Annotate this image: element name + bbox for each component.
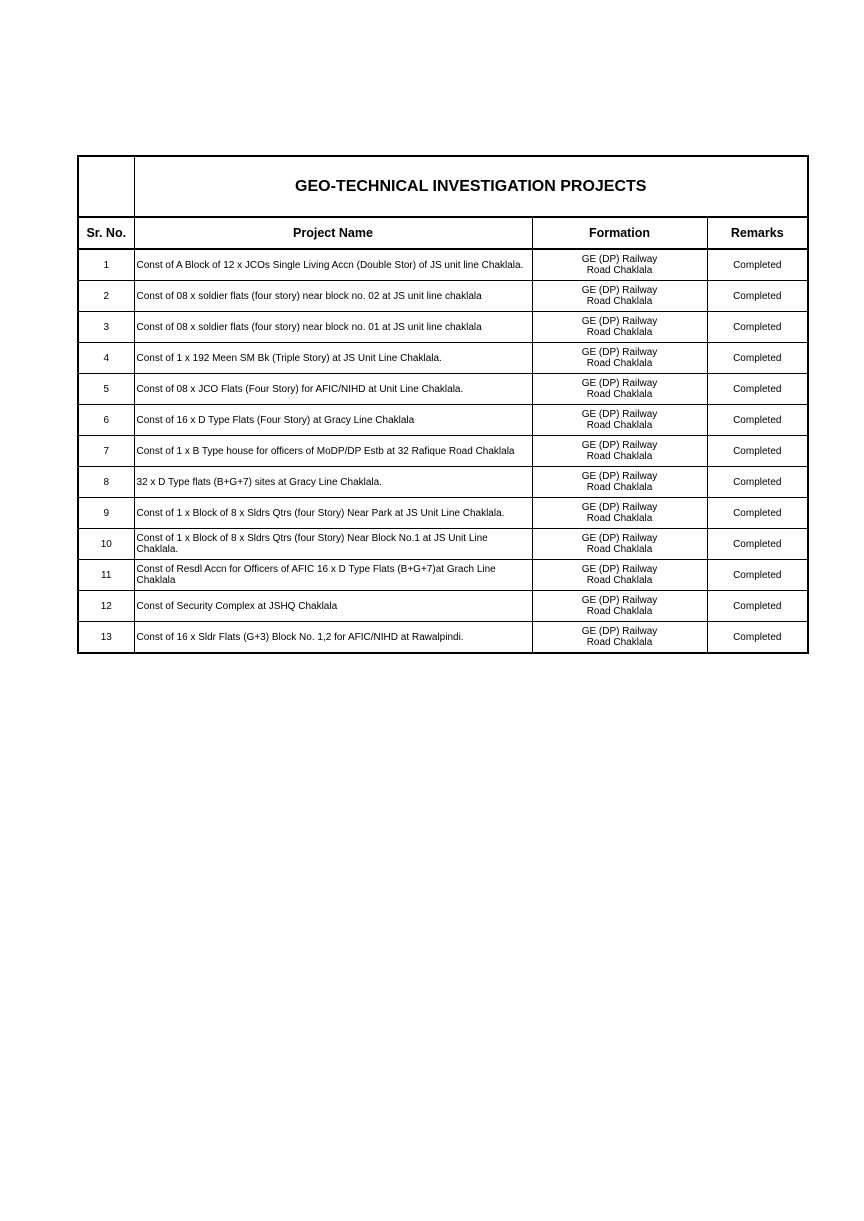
row-formation <box>532 374 707 405</box>
row-sr-no: 6 <box>78 405 134 436</box>
formation-line-1: GE (DP) Railway <box>581 471 658 482</box>
formation-line-2: Road Chaklala <box>586 575 653 586</box>
table-header-row <box>78 217 808 249</box>
row-remarks: Completed <box>707 498 808 529</box>
header-formation: Formation <box>532 217 707 249</box>
formation-line-1: GE (DP) Railway <box>581 409 658 420</box>
row-remarks: Completed <box>707 343 808 374</box>
table-row <box>78 436 808 467</box>
table-row <box>78 529 808 560</box>
document-title: GEO-TECHNICAL INVESTIGATION PROJECTS <box>134 156 808 217</box>
row-formation <box>532 591 707 622</box>
formation-line-2: Road Chaklala <box>586 606 653 617</box>
formation-line-2: Road Chaklala <box>586 327 653 338</box>
row-sr-no: 1 <box>78 249 134 281</box>
header-sr-no: Sr. No. <box>78 217 134 249</box>
row-project-name: Const of Resdl Accn for Officers of AFIC 16 x D Type Flats (B+G+7)at Grach Line Chaklala <box>134 560 532 591</box>
formation-line-2: Road Chaklala <box>586 389 653 400</box>
formation-line-2: Road Chaklala <box>586 420 653 431</box>
formation-line-1: GE (DP) Railway <box>581 626 658 637</box>
row-sr-no: 5 <box>78 374 134 405</box>
table-row <box>78 622 808 654</box>
row-remarks: Completed <box>707 249 808 281</box>
row-project-name: Const of 1 x Block of 8 x Sldrs Qtrs (four Story) Near Park at JS Unit Line Chaklala. <box>134 498 532 529</box>
row-project-name: Const of 08 x soldier flats (four story) near block no. 02 at JS unit line chaklala <box>134 281 532 312</box>
table-row <box>78 498 808 529</box>
row-remarks: Completed <box>707 591 808 622</box>
table-row <box>78 249 808 281</box>
row-remarks: Completed <box>707 312 808 343</box>
formation-line-1: GE (DP) Railway <box>581 502 658 513</box>
formation-line-2: Road Chaklala <box>586 358 653 369</box>
row-project-name: Const of 08 x JCO Flats (Four Story) for AFIC/NIHD at Unit Line Chaklala. <box>134 374 532 405</box>
formation-line-2: Road Chaklala <box>586 513 653 524</box>
row-project-name: Const of 16 x Sldr Flats (G+3) Block No. 1,2 for AFIC/NIHD at Rawalpindi. <box>134 622 532 654</box>
row-remarks: Completed <box>707 405 808 436</box>
formation-line-2: Road Chaklala <box>586 637 653 648</box>
formation-line-1: GE (DP) Railway <box>581 285 658 296</box>
row-remarks: Completed <box>707 560 808 591</box>
row-sr-no: 8 <box>78 467 134 498</box>
title-row <box>78 156 808 217</box>
formation-line-2: Road Chaklala <box>586 451 653 462</box>
row-project-name: Const of A Block of 12 x JCOs Single Living Accn (Double Stor) of JS unit line Chaklala. <box>134 249 532 281</box>
row-formation <box>532 467 707 498</box>
row-project-name: Const of 1 x 192 Meen SM Bk (Triple Story) at JS Unit Line Chaklala. <box>134 343 532 374</box>
table-row <box>78 374 808 405</box>
row-formation <box>532 249 707 281</box>
row-sr-no: 9 <box>78 498 134 529</box>
formation-line-1: GE (DP) Railway <box>581 595 658 606</box>
row-sr-no: 2 <box>78 281 134 312</box>
table-row <box>78 560 808 591</box>
header-remarks: Remarks <box>707 217 808 249</box>
row-formation <box>532 560 707 591</box>
formation-line-1: GE (DP) Railway <box>581 533 658 544</box>
row-formation <box>532 405 707 436</box>
formation-line-2: Road Chaklala <box>586 265 653 276</box>
formation-line-2: Road Chaklala <box>586 296 653 307</box>
table-row <box>78 405 808 436</box>
row-project-name: Const of 16 x D Type Flats (Four Story) at Gracy Line Chaklala <box>134 405 532 436</box>
row-formation <box>532 529 707 560</box>
table-row <box>78 343 808 374</box>
row-sr-no: 10 <box>78 529 134 560</box>
row-remarks: Completed <box>707 436 808 467</box>
formation-line-1: GE (DP) Railway <box>581 347 658 358</box>
projects-table <box>77 155 809 654</box>
row-remarks: Completed <box>707 529 808 560</box>
row-sr-no: 3 <box>78 312 134 343</box>
formation-line-2: Road Chaklala <box>586 482 653 493</box>
formation-line-1: GE (DP) Railway <box>581 440 658 451</box>
formation-line-2: Road Chaklala <box>586 544 653 555</box>
row-remarks: Completed <box>707 622 808 654</box>
row-project-name: 32 x D Type flats (B+G+7) sites at Gracy Line Chaklala. <box>134 467 532 498</box>
row-project-name: Const of 1 x Block of 8 x Sldrs Qtrs (four Story) Near Block No.1 at JS Unit Line Chaklala. <box>134 529 532 560</box>
table-row <box>78 281 808 312</box>
header-project-name: Project Name <box>134 217 532 249</box>
row-project-name: Const of 08 x soldier flats (four story) near block no. 01 at JS unit line chaklala <box>134 312 532 343</box>
formation-line-1: GE (DP) Railway <box>581 254 658 265</box>
row-formation <box>532 343 707 374</box>
row-project-name: Const of Security Complex at JSHQ Chaklala <box>134 591 532 622</box>
title-blank-cell <box>78 156 134 217</box>
formation-line-1: GE (DP) Railway <box>581 378 658 389</box>
row-remarks: Completed <box>707 467 808 498</box>
row-sr-no: 12 <box>78 591 134 622</box>
row-formation <box>532 281 707 312</box>
row-sr-no: 13 <box>78 622 134 654</box>
formation-line-1: GE (DP) Railway <box>581 564 658 575</box>
row-remarks: Completed <box>707 374 808 405</box>
row-sr-no: 4 <box>78 343 134 374</box>
row-formation <box>532 498 707 529</box>
row-formation <box>532 312 707 343</box>
formation-line-1: GE (DP) Railway <box>581 316 658 327</box>
table-row <box>78 591 808 622</box>
row-remarks: Completed <box>707 281 808 312</box>
row-sr-no: 11 <box>78 560 134 591</box>
row-project-name: Const of 1 x B Type house for officers of MoDP/DP Estb at 32 Rafique Road Chaklala <box>134 436 532 467</box>
row-formation <box>532 622 707 654</box>
table-row <box>78 312 808 343</box>
row-sr-no: 7 <box>78 436 134 467</box>
table-row <box>78 467 808 498</box>
row-formation <box>532 436 707 467</box>
